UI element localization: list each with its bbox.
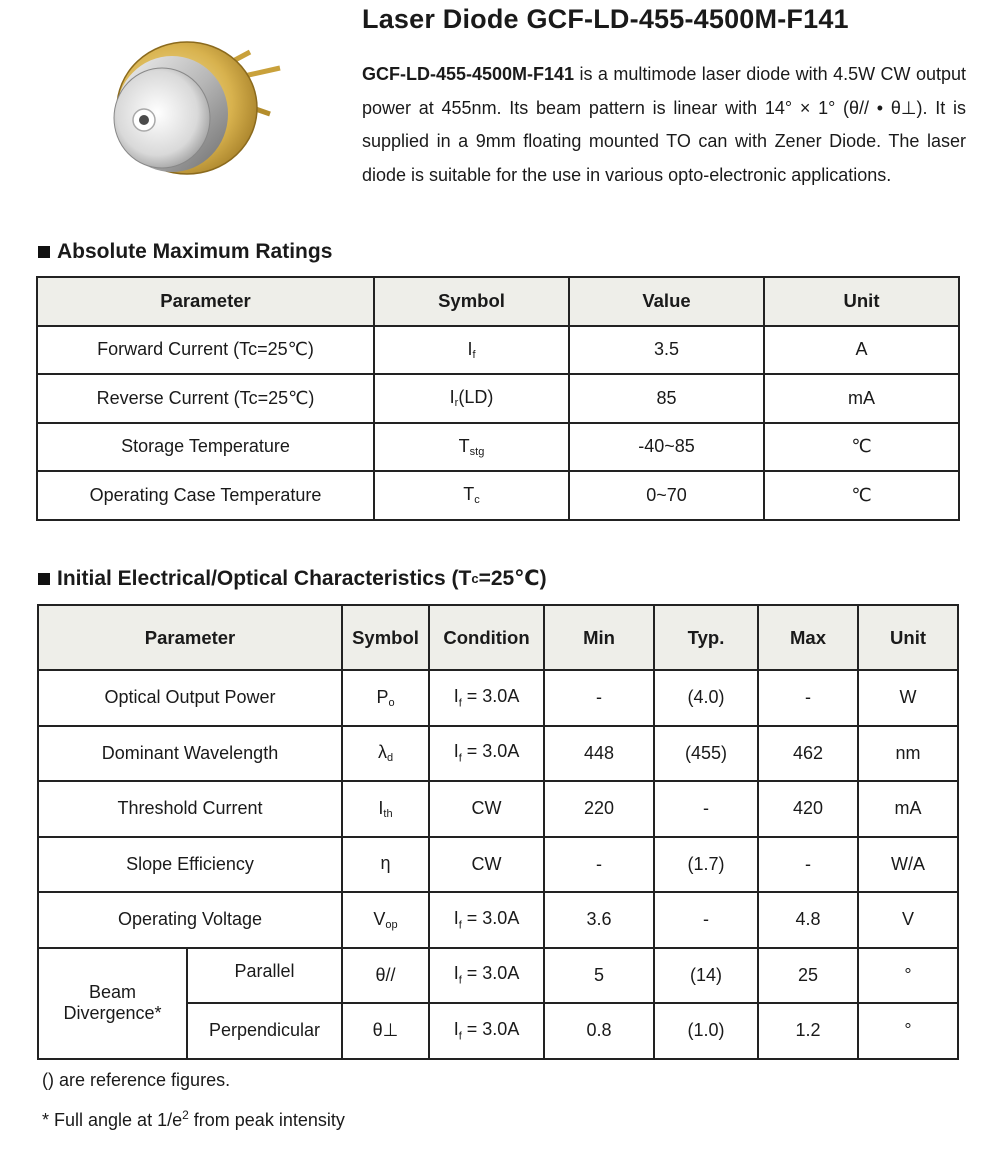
col-header: Symbol <box>374 277 569 326</box>
full-angle-note: * Full angle at $1/e^2$ from peak intensity <box>42 1108 345 1130</box>
table-row: Forward Current (Tc=25℃) $I_f$ 3.5 A <box>37 326 959 375</box>
col-header: Unit <box>764 277 959 326</box>
table-row: Operating Case Temperature $T_c$ 0~70 ℃ <box>37 471 959 520</box>
col-header: Unit <box>858 605 958 670</box>
table-row: Operating Voltage $V_{op}$ $I_f = 3.0A$ 3.6 - 4.8 V <box>38 892 958 948</box>
table-row: Storage Temperature $T_{stg}$ -40~85 ℃ <box>37 423 959 472</box>
beam-divergence-label: Beam Divergence* <box>38 948 187 1059</box>
page-title: Laser Diode GCF-LD-455-4500M-F141 <box>362 4 849 34</box>
absolute-max-ratings-table <box>36 276 960 521</box>
col-header: Typ. <box>654 605 758 670</box>
table-row: Dominant Wavelength $\lambda_d$ $I_f = 3.0A$ 448 (455) 462 nm <box>38 726 958 782</box>
col-header: Parameter <box>38 605 342 670</box>
table-row: Threshold Current $I_{th}$ CW 220 - 420 mA <box>38 781 958 837</box>
table-row: Perpendicular θ⊥ $I_f = 3.0A$ 0.8 (1.0) 1.2 ° <box>38 1003 958 1059</box>
table-header-row <box>38 605 958 670</box>
square-bullet-icon <box>38 246 50 258</box>
table-row: Optical Output Power $P_o$ $I_f = 3.0A$ - (4.0) - W <box>38 670 958 726</box>
col-header: Min <box>544 605 654 670</box>
characteristics-table <box>37 604 959 1060</box>
model-number: GCF-LD-455-4500M-F141 <box>362 64 575 84</box>
laser-diode-product-image <box>92 18 292 188</box>
table-row: Reverse Current (Tc=25℃) $I_r(LD)$ 85 mA <box>37 374 959 423</box>
product-description <box>362 58 966 192</box>
col-header: Max <box>758 605 858 670</box>
col-header: Value <box>569 277 764 326</box>
section-heading-absolute-max: Absolute Maximum Ratings <box>38 240 332 264</box>
table-header-row <box>37 277 959 326</box>
table-row: Beam Divergence* Parallel θ// $I_f = 3.0A$ 5 (14) 25 ° <box>38 948 958 1004</box>
square-bullet-icon <box>38 573 50 585</box>
col-header: Condition <box>429 605 544 670</box>
col-header: Symbol <box>342 605 429 670</box>
description-text: is a multimode laser diode with 4.5W CW output power at 455nm. Its beam pattern is linear with 14° × 1° (θ// • θ⊥). It is supplied in a 9mm floating mounted TO can with Zener Diode. The laser diode is suitable for the use in various opto-electronic applications. <box>362 64 966 185</box>
reference-note: () are reference figures. <box>42 1070 231 1090</box>
col-header: Parameter <box>37 277 374 326</box>
section-heading-characteristics: Initial Electrical/Optical Characteristics (T c =25℃) <box>38 566 547 591</box>
table-row: Slope Efficiency η CW - (1.7) - W/A <box>38 837 958 893</box>
